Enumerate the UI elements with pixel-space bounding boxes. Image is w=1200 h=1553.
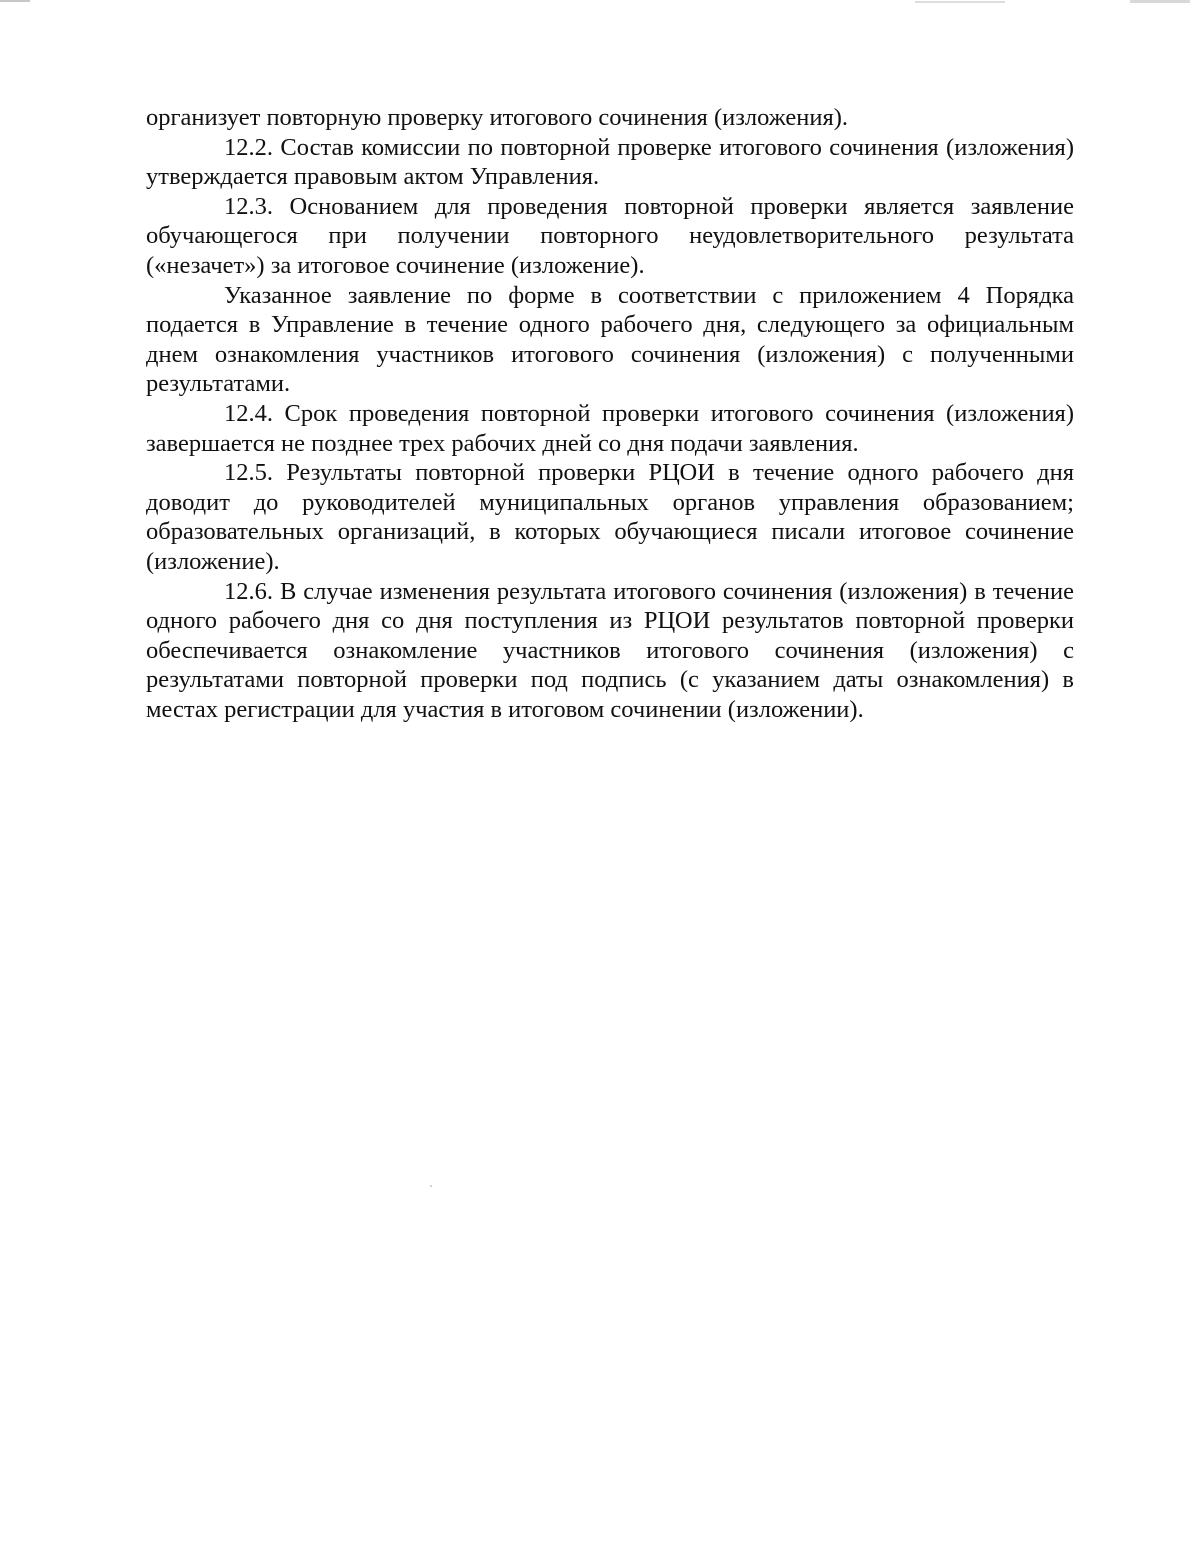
scan-artifact-top-corner [1130, 0, 1190, 3]
document-body [146, 103, 1074, 724]
paragraph-application-form: Указанное заявление по форме в соответствии с приложением 4 Порядка подается в Управление в течение одного рабочего дня, следующего за официальным днем ознакомления участников итогового сочинения (изложения) с полученными результатами. [146, 281, 1074, 398]
paragraph-12-3: 12.3. Основанием для проведения повторной проверки является заявление обучающегося при получении повторного неудовлетворительного результата («незачет») за итоговое сочинение (изложение). [146, 192, 1074, 279]
paragraph-12-2: 12.2. Состав комиссии по повторной проверке итогового сочинения (изложения) утверждается правовым актом Управления. [146, 133, 1074, 191]
paragraph-12-4: 12.4. Срок проведения повторной проверки итогового сочинения (изложения) завершается не позднее трех рабочих дней со дня подачи заявления. [146, 399, 1074, 457]
scan-dust [430, 1185, 432, 1187]
paragraph-continuation: организует повторную проверку итогового сочинения (изложения). [146, 104, 849, 131]
paragraph-12-6: 12.6. В случае изменения результата итогового сочинения (изложения) в течение одного рабочего дня со дня поступления из РЦОИ результатов повторной проверки обеспечивается ознакомление участников итогового сочинения (изложения) с результатами повторной проверки под подпись (с указанием даты ознакомления) в местах регистрации для участия в итоговом сочинении (изложении). [146, 577, 1074, 723]
scan-artifact-top-left [0, 0, 30, 2]
paragraph-12-5: 12.5. Результаты повторной проверки РЦОИ в течение одного рабочего дня доводит до руководителей муниципальных органов управления образованием; образовательных организаций, в которых обучающиеся писали итоговое сочинение (изложение). [146, 459, 1074, 575]
scan-artifact-top-right [915, 1, 1005, 3]
